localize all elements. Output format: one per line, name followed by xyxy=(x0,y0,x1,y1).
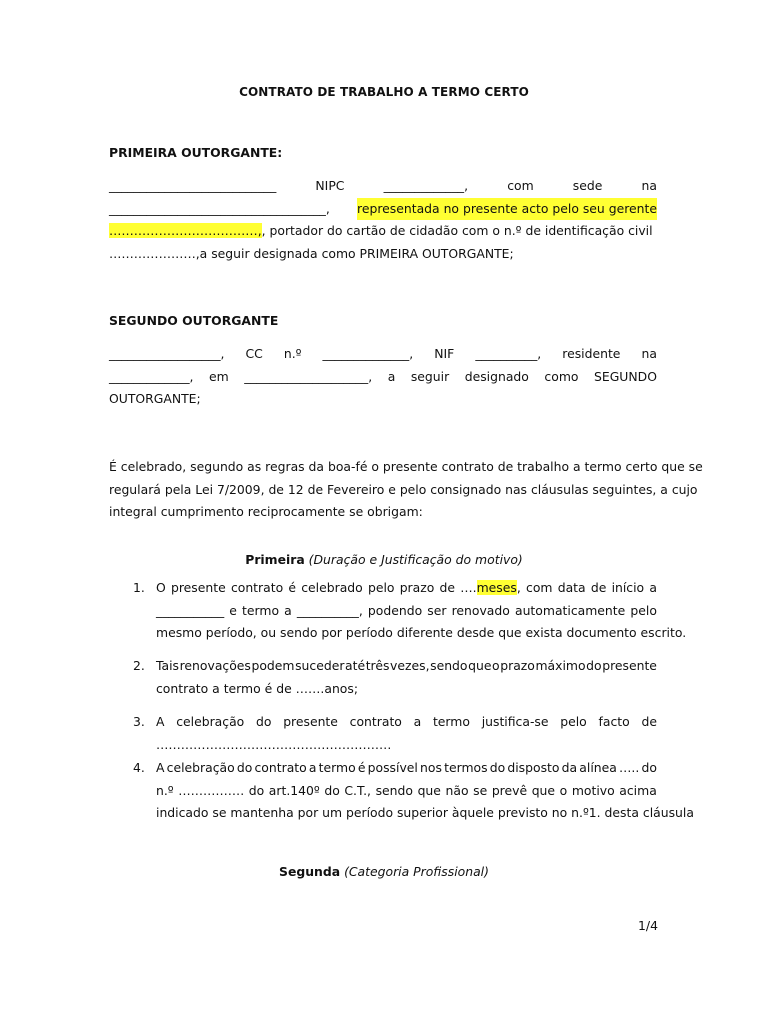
intro-paragraph xyxy=(109,456,703,524)
first-party-heading: PRIMEIRA OUTORGANTE: xyxy=(109,145,283,160)
word: de xyxy=(590,580,607,595)
text-fragment: , portador do cartão de cidadão com o n.º de identificação civil xyxy=(261,223,653,238)
blank-place: ____________________, xyxy=(244,368,373,384)
word: ser xyxy=(427,602,447,618)
word: A xyxy=(156,760,165,775)
text-word: CC xyxy=(245,346,263,361)
word: pelo xyxy=(560,714,587,729)
word: Tais xyxy=(156,658,180,673)
document-title: CONTRATO DE TRABALHO A TERMO CERTO xyxy=(239,85,529,99)
word: nos xyxy=(420,760,442,775)
blank-nipc: _____________, xyxy=(383,178,469,193)
blank-name: ___________________________ xyxy=(109,178,277,193)
word: acima xyxy=(619,782,657,798)
text-word: sede xyxy=(572,178,603,193)
word: três xyxy=(365,658,390,673)
word: é xyxy=(357,760,366,775)
text-word: NIF xyxy=(434,346,455,361)
word: sendo xyxy=(430,658,468,673)
item-body xyxy=(156,655,657,700)
second-party-heading: SEGUNDO OUTORGANTE xyxy=(109,313,279,328)
blank-end-date: __________, xyxy=(296,602,363,618)
item-line xyxy=(156,600,657,623)
word: prevê xyxy=(491,782,528,798)
word: até xyxy=(345,658,366,673)
word: art.140º xyxy=(268,782,320,798)
blank-residence: _____________, xyxy=(109,368,194,384)
word: O xyxy=(156,580,166,595)
highlighted-duration: ….meses, xyxy=(460,580,521,595)
word: presente xyxy=(602,658,657,673)
first-party-line-4: …………………,a seguir designada como PRIMEIRA OUTORGANTE; xyxy=(109,245,514,261)
second-party-line-2 xyxy=(109,366,657,389)
text-word: como xyxy=(544,368,579,384)
word: presente xyxy=(170,580,226,595)
word: com xyxy=(526,580,553,595)
word: automaticamente xyxy=(514,602,626,618)
intro-line-1: É celebrado, segundo as regras da boa-fé o presente contrato de trabalho a termo certo que se xyxy=(109,459,703,474)
word: justifica-se xyxy=(481,714,549,729)
clause-2-heading xyxy=(0,864,768,879)
first-party-paragraph xyxy=(109,175,657,265)
word: do xyxy=(489,760,506,775)
item-body xyxy=(156,711,657,756)
word: vezes, xyxy=(390,658,430,673)
item-body xyxy=(156,577,687,645)
item-line xyxy=(156,734,657,757)
word: máximo xyxy=(535,658,586,673)
item-line xyxy=(156,780,657,803)
item-number: 2. xyxy=(133,658,145,673)
word: termos xyxy=(444,760,488,775)
word: termo xyxy=(432,714,470,729)
text-word: residente xyxy=(562,346,621,361)
second-party-line-1 xyxy=(109,343,657,366)
word: facto xyxy=(598,714,630,729)
word: do xyxy=(324,782,340,798)
word: prazo xyxy=(500,658,535,673)
word: do xyxy=(641,760,657,775)
text-word: em xyxy=(209,368,229,384)
word: podendo xyxy=(367,602,423,618)
second-party-line-3: OUTORGANTE; xyxy=(109,391,201,406)
first-party-line-3 xyxy=(109,220,657,243)
word: renovado xyxy=(451,602,510,618)
word: o xyxy=(559,782,568,798)
word: contrato xyxy=(254,760,307,775)
word: termo xyxy=(242,602,280,618)
item-line xyxy=(156,678,657,701)
word: a xyxy=(308,760,317,775)
text-word: com xyxy=(507,178,534,193)
blank-start-date: ___________ xyxy=(156,602,225,618)
text-word: designado xyxy=(464,368,529,384)
text-word: seguir xyxy=(410,368,450,384)
blank-reason: ………………………………………………… xyxy=(156,736,392,752)
clause-1-name: Primeira xyxy=(245,552,305,567)
highlighted-months: meses xyxy=(476,580,517,595)
word: celebração xyxy=(176,714,245,729)
word: que xyxy=(417,782,441,798)
word: da xyxy=(561,760,578,775)
blank-alinea: ….. xyxy=(619,760,640,775)
word: renovações xyxy=(179,658,251,673)
item-line xyxy=(156,655,657,678)
word: suceder xyxy=(295,658,345,673)
highlighted-blank-manager: ………………………………, xyxy=(109,223,262,238)
text-nipc: NIPC xyxy=(315,178,345,193)
word: a xyxy=(284,602,292,618)
word: do xyxy=(256,714,272,729)
clause-2-name: Segunda xyxy=(279,864,341,879)
item-number: 1. xyxy=(133,580,145,595)
word: início xyxy=(611,580,645,595)
text-word: na xyxy=(641,178,657,193)
word: de xyxy=(439,580,456,595)
word: se xyxy=(473,782,488,798)
clause-2-subtitle: (Categoria Profissional) xyxy=(344,864,489,879)
item-line xyxy=(156,711,657,734)
word: celebração xyxy=(166,760,235,775)
item-line xyxy=(156,802,694,825)
word: o xyxy=(492,658,500,673)
word: não xyxy=(445,782,469,798)
blank-address: ___________________________________, xyxy=(109,200,330,216)
blank-nif: __________, xyxy=(475,346,542,361)
word: pelo xyxy=(630,602,657,618)
word: motivo xyxy=(571,782,615,798)
intro-line-2: regulará pela Lei 7/2009, de 12 de Fevereiro e pelo consignado nas cláusulas seguintes, a cujo xyxy=(109,481,698,497)
text-word: a xyxy=(387,368,396,384)
item-line xyxy=(156,622,687,645)
word: alínea xyxy=(579,760,617,775)
word: do xyxy=(248,782,265,798)
word: do xyxy=(586,658,602,673)
word: a xyxy=(649,580,657,595)
word: celebrado xyxy=(301,580,363,595)
text-line: mesmo período, ou sendo por período diferente desde que exista documento escrito. xyxy=(156,625,687,640)
word: que xyxy=(468,658,492,673)
blank-number: ……………. xyxy=(178,782,245,798)
word: contrato xyxy=(230,580,284,595)
highlighted-text: representada no presente acto pelo seu gerente xyxy=(357,198,657,221)
text-line: contrato a termo é de …….anos; xyxy=(156,680,359,696)
word: prazo xyxy=(399,580,435,595)
word: presente xyxy=(283,714,338,729)
word: n.º xyxy=(156,782,174,798)
word: disposto xyxy=(507,760,560,775)
first-party-line-2 xyxy=(109,198,657,221)
item-body xyxy=(156,757,694,825)
word: é xyxy=(288,580,297,595)
word: contrato xyxy=(349,714,402,729)
word: data xyxy=(557,580,586,595)
page-number: 1/4 xyxy=(638,918,658,933)
word: pelo xyxy=(367,580,395,595)
duration-dots: …. xyxy=(460,580,477,595)
text-word: SEGUNDO xyxy=(594,368,657,384)
word: A xyxy=(156,714,165,729)
text-word: n.º xyxy=(283,346,302,361)
clause-1-heading xyxy=(0,552,768,567)
word: podem xyxy=(251,658,295,673)
second-party-paragraph xyxy=(109,343,657,411)
word: de xyxy=(641,714,657,729)
word: C.T., xyxy=(344,782,371,798)
clause-1-subtitle: (Duração e Justificação do motivo) xyxy=(308,552,523,567)
word: que xyxy=(531,782,556,798)
word: sendo xyxy=(375,782,413,798)
item-line xyxy=(156,757,657,780)
item-number: 3. xyxy=(133,714,145,729)
text-word: na xyxy=(641,346,657,361)
blank-name: __________________, xyxy=(109,346,225,361)
item-number: 4. xyxy=(133,760,145,775)
item-line xyxy=(156,577,657,600)
word: e xyxy=(229,602,237,618)
word: do xyxy=(236,760,253,775)
word: termo xyxy=(318,760,356,775)
text-line: indicado se mantenha por um período superior àquele previsto no n.º1. desta cláusula xyxy=(156,805,694,820)
word: a xyxy=(413,714,422,729)
blank-cc: ______________, xyxy=(322,346,414,361)
word: possível xyxy=(367,760,418,775)
first-party-line-1 xyxy=(109,175,657,198)
intro-line-3: integral cumprimento reciprocamente se obrigam: xyxy=(109,504,423,519)
